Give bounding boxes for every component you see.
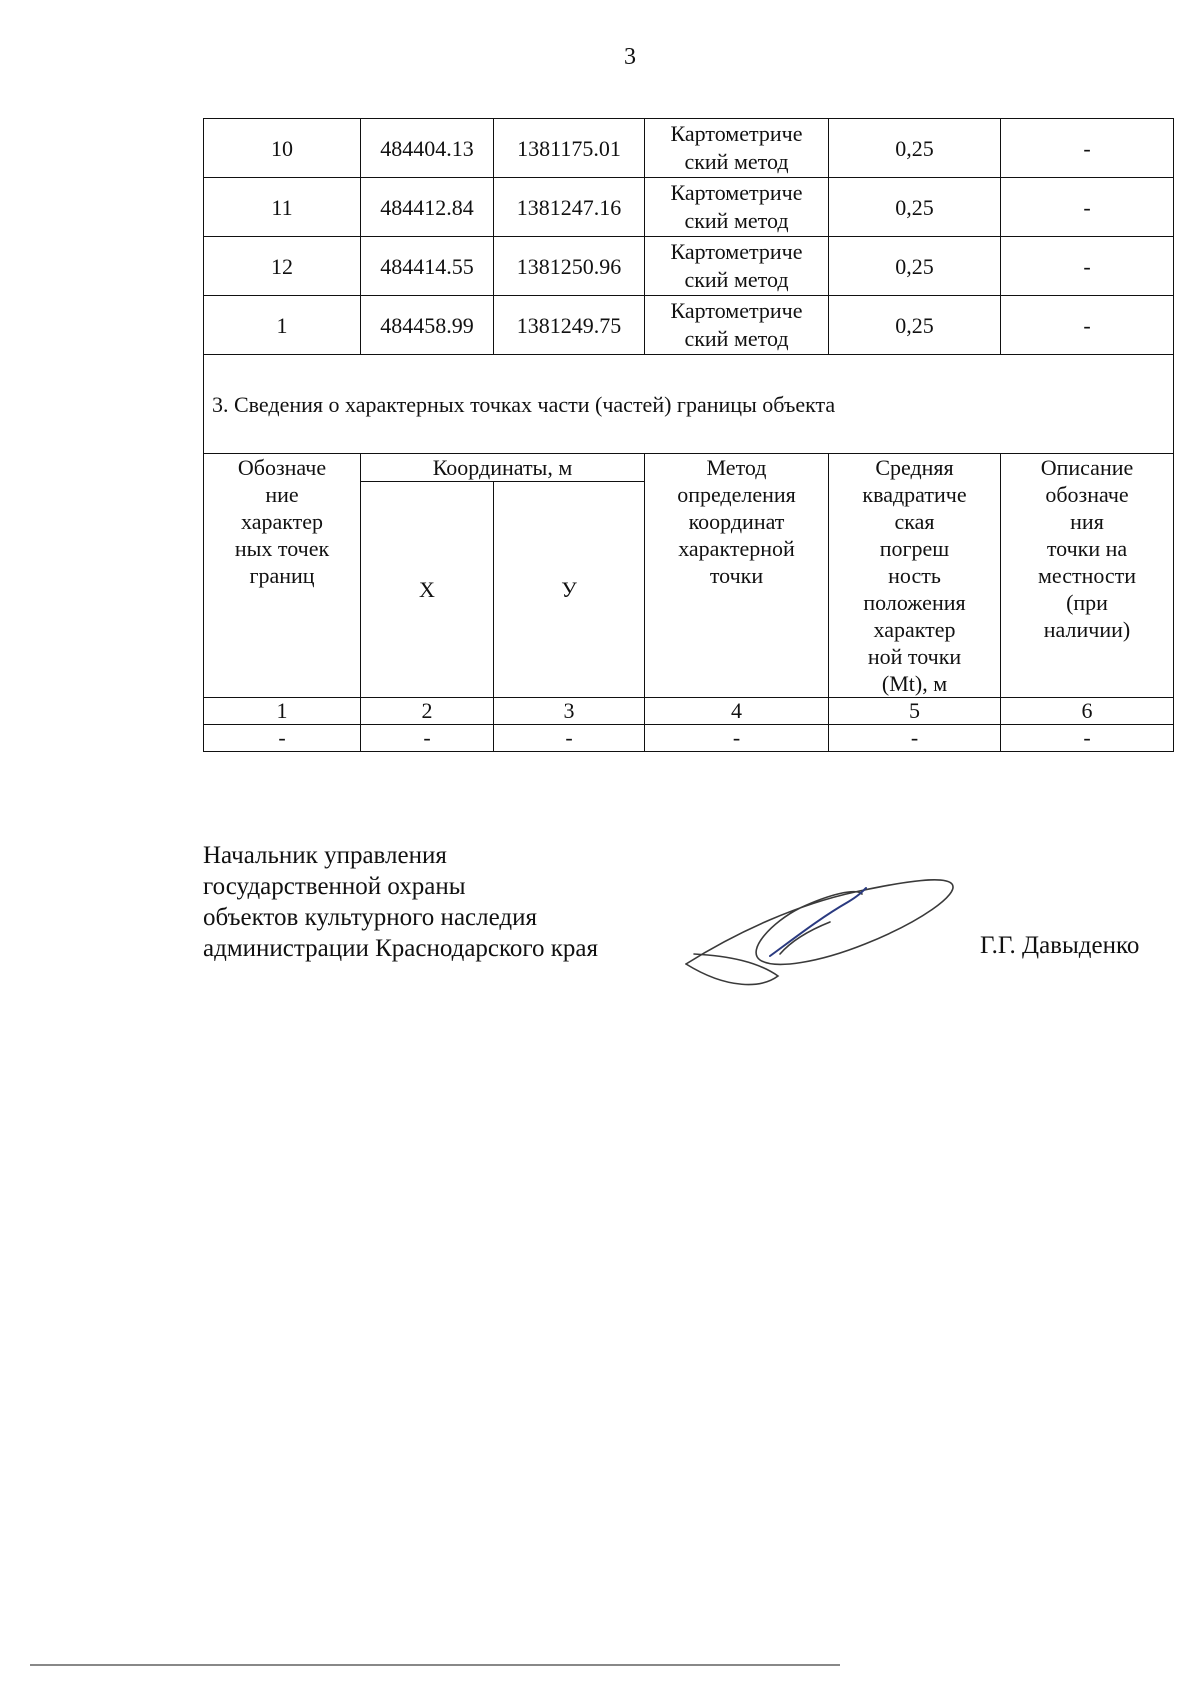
- point-cell: 12: [204, 237, 361, 296]
- header-description: Описание обозначе ния точки на местности (при наличии): [1001, 454, 1174, 698]
- header-y: У: [494, 482, 645, 698]
- table-row: [204, 178, 1174, 237]
- x-cell: 484412.84: [361, 178, 494, 237]
- column-numbers-row: [204, 698, 1174, 725]
- table-row: [204, 237, 1174, 296]
- column-number: 4: [645, 698, 829, 725]
- header-point-designation: Обозначе ние характер ных точек границ: [204, 454, 361, 698]
- description-cell: -: [1001, 178, 1174, 237]
- header-accuracy: Средняя квадратиче ская погреш ность положения характер ной точки (Mt), м: [829, 454, 1001, 698]
- y-cell: 1381175.01: [494, 119, 645, 178]
- x-cell: 484404.13: [361, 119, 494, 178]
- coordinates-table: [203, 118, 1174, 752]
- y-cell: 1381247.16: [494, 178, 645, 237]
- method-cell: Картометриче ский метод: [645, 178, 829, 237]
- column-number: 2: [361, 698, 494, 725]
- empty-cell: -: [204, 725, 361, 752]
- table-row: [204, 119, 1174, 178]
- point-cell: 1: [204, 296, 361, 355]
- footer-divider: [30, 1664, 840, 1666]
- empty-cell: -: [829, 725, 1001, 752]
- empty-cell: -: [494, 725, 645, 752]
- table-row: [204, 725, 1174, 752]
- column-number: 5: [829, 698, 1001, 725]
- y-cell: 1381250.96: [494, 237, 645, 296]
- header-method: Метод определения координат характерной точки: [645, 454, 829, 698]
- method-cell: Картометриче ский метод: [645, 296, 829, 355]
- empty-cell: -: [1001, 725, 1174, 752]
- header-coordinates: Координаты, м: [361, 454, 645, 482]
- section-3-title: 3. Сведения о характерных точках части (частей) границы объекта: [204, 355, 1174, 454]
- accuracy-cell: 0,25: [829, 178, 1001, 237]
- column-number: 6: [1001, 698, 1174, 725]
- description-cell: -: [1001, 119, 1174, 178]
- point-cell: 11: [204, 178, 361, 237]
- signer-name: Г.Г. Давыденко: [980, 932, 1140, 959]
- header-x: X: [361, 482, 494, 698]
- y-cell: 1381249.75: [494, 296, 645, 355]
- empty-cell: -: [361, 725, 494, 752]
- accuracy-cell: 0,25: [829, 237, 1001, 296]
- column-number: 3: [494, 698, 645, 725]
- accuracy-cell: 0,25: [829, 119, 1001, 178]
- empty-cell: -: [645, 725, 829, 752]
- accuracy-cell: 0,25: [829, 296, 1001, 355]
- description-cell: -: [1001, 296, 1174, 355]
- method-cell: Картометриче ский метод: [645, 237, 829, 296]
- table-row: [204, 296, 1174, 355]
- handwritten-signature: [680, 858, 960, 993]
- method-cell: Картометриче ский метод: [645, 119, 829, 178]
- point-cell: 10: [204, 119, 361, 178]
- column-number: 1: [204, 698, 361, 725]
- description-cell: -: [1001, 237, 1174, 296]
- signatory-title: Начальник управления государственной охраны объектов культурного наследия администрации Краснодарского края: [203, 842, 599, 962]
- page-number: 3: [624, 44, 636, 70]
- x-cell: 484458.99: [361, 296, 494, 355]
- x-cell: 484414.55: [361, 237, 494, 296]
